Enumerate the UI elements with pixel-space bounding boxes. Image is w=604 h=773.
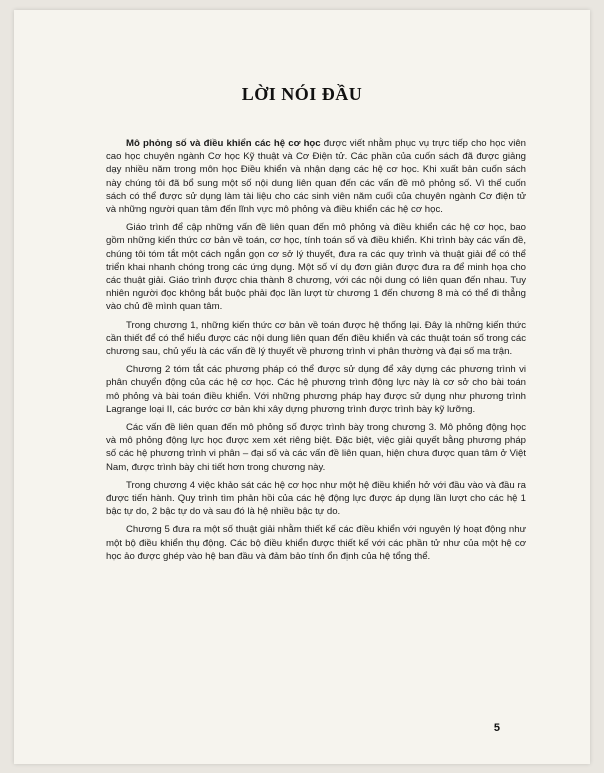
paragraph-1 <box>106 137 526 216</box>
document-page <box>14 10 590 764</box>
paragraph-7: Chương 5 đưa ra một số thuật giải nhằm thiết kế các điều khiển với nguyên lý hoạt động như một bộ điều khiển thụ động. Các bộ điều khiển được thiết kế với các phần tử như của một hệ cơ học ảo được ghép vào hệ ban đầu và đảm bảo tính ổn định của hệ tổng thể. <box>106 524 526 562</box>
paragraph-2: Giáo trình để cập những vấn đề liên quan đến mô phỏng và điều khiển các hệ cơ học, bao gồm những kiến thức cơ bản về toán, cơ học, tính toán số và điều khiển. Khi trình bày các vấn đề, chúng tôi tóm tắt một cách ngắn gọn cơ sở lý thuyết, đưa ra các quy trình và thuật giải để có thể triển khai nhanh chóng trong các ứng dụng. Một số ví dụ đơn giản được đưa ra để minh họa cho các thuật giải. Giáo trình được chia thành 8 chương, với các nội dung có liên quan đến nhau. Tuy nhiên người đọc không bắt buộc phải đọc lần lượt từ chương 1 đến chương 8 mà có thể đi thẳng vào chủ đề mình quan tâm. <box>106 222 526 313</box>
paragraph-6: Trong chương 4 việc khảo sát các hệ cơ học như một hệ điều khiển hở với đầu vào và đầu ra được tiến hành. Quy trình tìm phản hồi của các hệ động lực được áp dụng lần lượt cho các hệ 1 bậc tự do, 2 bậc tự do và sau đó là hệ nhiều bậc tự do. <box>106 479 526 518</box>
page-number: 5 <box>493 722 500 734</box>
paragraph-5: Các vấn đề liên quan đến mô phỏng số được trình bày trong chương 3. Mô phỏng động học và mô phỏng động lực học được xem xét riêng biệt. Đặc biệt, việc giải quyết bằng phương pháp số các hệ phương trình vi phân – đại số và các vấn đề liên quan, hiện chưa được quan tâm ở Việt Nam, được trình bày chi tiết hơn trong chương này. <box>106 422 526 473</box>
paragraph-3: Trong chương 1, những kiến thức cơ bản về toán được hệ thống lại. Đây là những kiến thức cần thiết để có thể hiểu được các nội dung liên quan đến điều khiển và các thuật toán số trong các chương sau, chủ yếu là các vấn đề lý thuyết về phương trình vi phân thường và đại số ma trận. <box>106 319 526 358</box>
paragraph-4: Chương 2 tóm tắt các phương pháp có thể được sử dụng để xây dựng các phương trình vi phân chuyển động của các hệ cơ học. Các hệ phương trình động lực này là cơ sở cho bài toán mô phỏng và bài toán điều khiển. Với những phương pháp hay được sử dụng như phương trình Lagrange loại II, các bước cơ bản khi xây dựng phương trình được trình bày kỹ lưỡng. <box>106 364 526 415</box>
book-title-lead: Mô phỏng số và điều khiển các hệ cơ học <box>126 138 321 149</box>
document-body <box>106 137 526 568</box>
paragraph-1-text: được viết nhằm phục vụ trực tiếp cho học viên cao học chuyên ngành Cơ học Kỹ thuật và Cơ Điện tử. Các phần của cuốn sách đã được giảng dạy nhiều năm trong môn học Điều khiển và nhận dạng các hệ cơ học. Khi xuất bản cuốn sách này chúng tôi đã bổ sung một số nội dung liên quan đến các vấn đề mô phỏng số. Vì thế cuốn sách có thể được sử dụng làm tài liệu cho các sinh viên năm cuối của chuyên ngành Cơ điện tử và những người quan tâm đến lĩnh vực mô phỏng và điều khiển các hệ cơ học. <box>106 138 527 216</box>
page-title: LỜI NÓI ĐẦU <box>241 84 363 104</box>
